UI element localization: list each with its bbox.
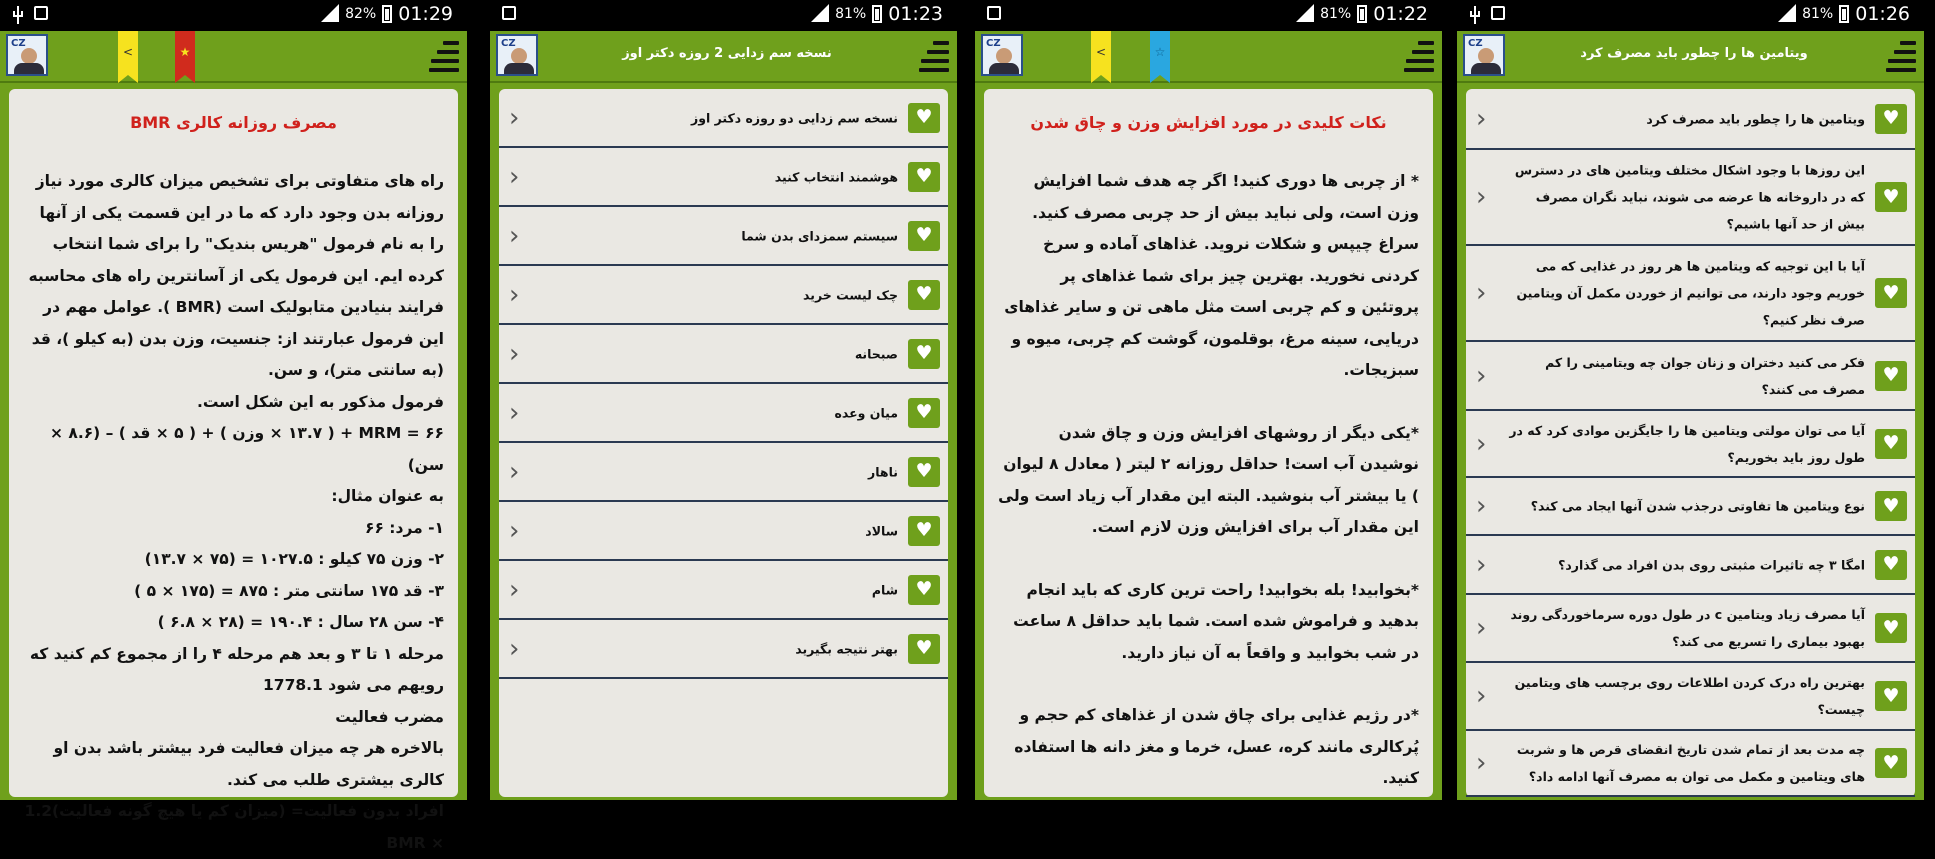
article-paragraph: افراد بدون فعالیت= (میزان کم یا هیچ گونه فعالیت)1.2 × BMR <box>24 802 444 852</box>
heart-icon[interactable]: ♥ <box>908 634 940 664</box>
signal-icon <box>1776 4 1796 24</box>
list-item-label: آیا با این توجیه که ویتامین ها هر روز در غذایی که می خوریم وجود دارند، می توانیم از خوردن مکمل آن ویتامین صرف نظر کنیم؟ <box>1516 258 1865 328</box>
heart-icon[interactable]: ♥ <box>908 457 940 487</box>
chevron-left-icon: ‹ <box>1476 681 1487 711</box>
menu-icon[interactable] <box>1404 39 1434 73</box>
battery-icon <box>1357 5 1367 23</box>
battery-percent: 82% <box>345 6 377 22</box>
menu-icon[interactable] <box>429 39 459 73</box>
status-time: 01:26 <box>1855 3 1910 25</box>
article-paragraph: فرمول مذکور به این شکل است. <box>197 392 444 411</box>
app-logo[interactable]: CZ <box>981 34 1023 76</box>
list-item-label: نوع ویتامین ها تفاوتی درجذب شدن آنها ایجاد می کند؟ <box>1530 498 1865 514</box>
chevron-left-icon: ‹ <box>509 456 520 487</box>
signal-icon <box>809 4 829 24</box>
phone-screen-vitamin-list <box>1457 0 1924 800</box>
chevron-left-icon: ‹ <box>509 633 520 664</box>
share-icon[interactable]: < <box>118 31 138 75</box>
formula-line: MRM = ۶۶ + ( ۱۳.۷ × وزن ) + ( ۵ × قد ) – (۸.۶ × سن) <box>49 424 444 474</box>
heart-icon[interactable]: ♥ <box>1875 429 1907 459</box>
app-logo[interactable]: CZ <box>6 34 48 76</box>
article-paragraph: *یکی دیگر از روشهای افزایش وزن و چاق شدن نوشیدن آب است! حداقل روزانه ۲ لیتر ( معادل ۸ لیوان ) یا بیشتر آب بنوشید. البته این مقدار آب زیاد است ولی این مقدار آب برای افزایش وزن لازم است. <box>998 423 1419 536</box>
list-item[interactable] <box>1466 663 1915 731</box>
list-item[interactable] <box>1466 411 1915 478</box>
phone-screen-bmr-article <box>0 0 467 852</box>
chevron-left-icon: ‹ <box>1476 360 1487 391</box>
article-paragraph: ۱- مرد: ۶۶ <box>364 518 444 537</box>
heart-icon[interactable]: ♥ <box>908 575 940 605</box>
heart-icon[interactable]: ♥ <box>1875 550 1907 580</box>
app-bar <box>1457 31 1924 83</box>
chevron-left-icon: ‹ <box>509 220 520 251</box>
article-paragraph: مضرب فعالیت <box>335 707 444 726</box>
list-item-label: چه مدت بعد از تمام شدن تاریخ انقضای قرص ها و شربت های ویتامین و مکمل می توان به مصرف آنها ادامه داد؟ <box>1516 742 1865 784</box>
battery-icon <box>1839 5 1849 23</box>
list-item-label: ناهار <box>868 464 898 479</box>
article-paragraph: به عنوان مثال: <box>331 487 444 505</box>
heart-icon[interactable]: ♥ <box>908 516 940 546</box>
list-item-label: صبحانه <box>854 346 898 361</box>
chevron-left-icon: ‹ <box>1476 103 1487 134</box>
image-notification-icon <box>1491 6 1505 20</box>
menu-icon[interactable] <box>1886 39 1916 73</box>
battery-percent: 81% <box>1802 6 1834 22</box>
status-bar <box>490 0 957 31</box>
list-item[interactable] <box>499 89 948 148</box>
list-item[interactable] <box>1466 89 1915 150</box>
heart-icon[interactable]: ♥ <box>1875 278 1907 308</box>
chevron-left-icon: ‹ <box>509 161 520 192</box>
heart-icon[interactable]: ♥ <box>1875 361 1907 391</box>
chevron-left-icon: ‹ <box>1476 613 1487 643</box>
article-paragraph: ۳- قد ۱۷۵ سانتی متر : ۸۷۵ = (۱۷۵ × ۵ ) <box>134 581 444 600</box>
list-item-label: بهترین راه درک کردن اطلاعات روی برچسب های ویتامین چیست؟ <box>1514 675 1865 717</box>
article-paragraph: *در رژیم غذایی برای چاق شدن از غذاهای کم حجم و پُرکالری مانند کره، عسل، خرما و مغز دانه ها استفاده کنید. <box>1014 706 1419 787</box>
list-item-label: هوشمند انتخاب کنید <box>774 169 898 184</box>
chevron-left-icon: ‹ <box>509 338 520 369</box>
list-item-label: امگا ۳ چه تاثیرات مثبتی روی بدن افراد می گذارد؟ <box>1558 557 1865 572</box>
chevron-left-icon: ‹ <box>1476 748 1487 778</box>
battery-icon <box>872 5 882 23</box>
chevron-left-icon: ‹ <box>509 515 520 546</box>
battery-percent: 81% <box>835 6 867 22</box>
heart-icon[interactable]: ♥ <box>908 339 940 369</box>
list-item-label: چک لیست خرید <box>803 287 898 302</box>
chevron-left-icon: ‹ <box>509 102 520 133</box>
status-bar <box>1457 0 1924 31</box>
page-title: ویتامین ها را چطور باید مصرف کرد <box>1580 46 1808 61</box>
list-item[interactable] <box>1466 246 1915 342</box>
list-item-label: سیستم سمزدای بدن شما <box>741 228 898 243</box>
topic-list <box>499 89 948 679</box>
article-paragraph: مرحله ۱ تا ۳ و بعد هم مرحله ۴ را از مجموع کم کنید که رویهم می شود 1778.1 <box>29 644 444 694</box>
list-item[interactable] <box>1466 342 1915 411</box>
list-item[interactable] <box>499 443 948 502</box>
article-paragraph: * از چربی ها دوری کنید! اگر چه هدف شما افزایش وزن است، ولی نباید بیش از حد چربی مصرف کنید. سراغ چیپس و شکلات نروید. غذاهای آماده و سرخ کردنی نخورید. بهترین چیز برای شما غذاهای پر پروتئین و کم چربی است مثل ماهی تن و سایر غذاهای دریایی، سینه مرغ، بوقلمون، گوشت کم چربی، میوه و سبزیجات. <box>1004 172 1419 379</box>
list-item-label: این روزها با وجود اشکال مختلف ویتامین های در دسترس که در داروخانه ها عرضه می شوند، نباید نگران مصرف بیش از حد آنها باشیم؟ <box>1514 162 1865 232</box>
article-title: نکات کلیدی در مورد افزایش وزن و چاق شدن <box>1030 113 1387 132</box>
image-notification-icon <box>502 6 516 20</box>
heart-icon[interactable]: ♥ <box>908 280 940 310</box>
battery-icon <box>382 5 392 23</box>
list-card <box>499 89 948 797</box>
heart-icon[interactable]: ♥ <box>908 398 940 428</box>
chevron-left-icon: ‹ <box>509 397 520 428</box>
usb-icon <box>12 6 24 24</box>
article-paragraph: بالاخره هر چه میزان فعالیت فرد بیشتر باشد بدن او کالری بیشتری طلب می کند. <box>53 739 444 789</box>
list-item[interactable] <box>499 384 948 443</box>
phone-screen-weight-article <box>975 0 1442 800</box>
list-item[interactable] <box>499 325 948 384</box>
article-paragraph: ۴- سن ۲۸ سال : ۱۹۰.۴ = (۲۸ × ۶.۸ ) <box>157 613 444 631</box>
article-paragraph: ۲- وزن ۷۵ کیلو : ۱۰۲۷.۵ = (۷۵ × ۱۳.۷) <box>144 550 444 568</box>
image-notification-icon <box>987 6 1001 20</box>
article-card <box>984 89 1433 797</box>
list-item-label: سالاد <box>865 523 898 538</box>
battery-percent: 81% <box>1320 6 1352 22</box>
list-item-label: بهتر نتیجه بگیرید <box>795 641 898 656</box>
list-item[interactable] <box>499 266 948 325</box>
heart-icon[interactable]: ♥ <box>908 162 940 192</box>
list-item-label: نسخه سم زدایی دو روزه دکتر اوز <box>691 110 898 125</box>
app-logo[interactable]: CZ <box>496 34 538 76</box>
star-icon[interactable]: ☆ <box>1150 31 1170 75</box>
list-item[interactable] <box>499 502 948 561</box>
heart-icon[interactable]: ♥ <box>1875 613 1907 643</box>
status-time: 01:22 <box>1373 3 1428 25</box>
article-body <box>23 166 444 859</box>
chevron-left-icon: ‹ <box>1476 182 1487 212</box>
page-title: نسخه سم زدایی 2 روزه دکتر اوز <box>622 46 832 61</box>
article-paragraph: *بخوابید! بله بخوابید! راحت ترین کاری که باید انجام بدهید و فراموش شده است. شما باید حداقل ۸ ساعت در شب بخوابید و واقعاً به آن نیاز دارید. <box>1013 580 1419 662</box>
list-item[interactable] <box>1466 478 1915 536</box>
heart-icon[interactable]: ♥ <box>908 221 940 251</box>
chevron-left-icon: ‹ <box>1476 428 1487 459</box>
list-card <box>1466 89 1915 797</box>
question-list <box>1466 89 1915 797</box>
list-item[interactable] <box>1466 595 1915 663</box>
heart-icon[interactable]: ♥ <box>1875 491 1907 521</box>
list-item[interactable] <box>499 207 948 266</box>
signal-icon <box>319 4 339 24</box>
heart-icon[interactable]: ♥ <box>1875 748 1907 778</box>
signal-icon <box>1294 4 1314 24</box>
article-card <box>9 89 458 852</box>
article-body <box>998 166 1419 795</box>
list-item[interactable] <box>499 561 948 620</box>
app-bar <box>0 31 467 83</box>
status-time: 01:29 <box>398 3 453 25</box>
list-item-label: شام <box>871 582 898 597</box>
chevron-left-icon: ‹ <box>509 279 520 310</box>
chevron-left-icon: ‹ <box>1476 549 1487 580</box>
list-item-label: ویتامین ها را چطور باید مصرف کرد <box>1646 111 1865 126</box>
app-logo[interactable]: CZ <box>1463 34 1505 76</box>
image-notification-icon <box>34 6 48 20</box>
share-icon[interactable]: < <box>1091 31 1111 75</box>
menu-icon[interactable] <box>919 39 949 73</box>
usb-icon <box>1469 6 1481 24</box>
heart-icon[interactable]: ♥ <box>1875 182 1907 212</box>
article-title: مصرف روزانه کالری BMR <box>130 113 337 132</box>
chevron-left-icon: ‹ <box>1476 278 1487 308</box>
status-bar <box>975 0 1442 31</box>
heart-icon[interactable]: ♥ <box>1875 681 1907 711</box>
list-item[interactable] <box>499 620 948 679</box>
phone-screen-detox-list <box>490 0 957 800</box>
list-item[interactable] <box>1466 731 1915 797</box>
list-item[interactable] <box>499 148 948 207</box>
heart-icon[interactable]: ♥ <box>908 103 940 133</box>
list-item[interactable] <box>1466 150 1915 246</box>
list-item-label: آیا مصرف زیاد ویتامین c در طول دوره سرماخوردگی روند بهبود بیماری را تسریع می کند؟ <box>1510 607 1865 649</box>
list-item-label: آیا می توان مولتی ویتامین ها را جایگزین موادی کرد که در طول روز باید بخوریم؟ <box>1509 422 1865 465</box>
chevron-left-icon: ‹ <box>509 574 520 605</box>
heart-icon[interactable]: ♥ <box>1875 104 1907 134</box>
status-bar <box>0 0 467 31</box>
app-bar <box>490 31 957 83</box>
star-icon[interactable]: ★ <box>175 31 195 75</box>
article-paragraph: راه های متفاوتی برای تشخیص میزان کالری مورد نیاز روزانه بدن وجود دارد که ما در این قسمت یکی از آنها را به نام فرمول "هریس بندیک" را برای شما انتخاب کرده ایم. این فرمول یکی از آسانترین راه های محاسبه فرایند بنیادین متابولیک است (BMR ). عوامل مهم در این فرمول عبارتند از: جنسیت، وزن بدن (به کیلو )، قد (به سانتی متر)، و سن. <box>28 172 444 379</box>
list-item[interactable] <box>1466 536 1915 595</box>
app-bar <box>975 31 1442 83</box>
list-item-label: میان وعده <box>834 405 898 420</box>
chevron-left-icon: ‹ <box>1476 491 1487 521</box>
list-item-label: فکر می کنید دختران و زنان جوان چه ویتامینی را کم مصرف می کنند؟ <box>1545 354 1865 397</box>
status-time: 01:23 <box>888 3 943 25</box>
